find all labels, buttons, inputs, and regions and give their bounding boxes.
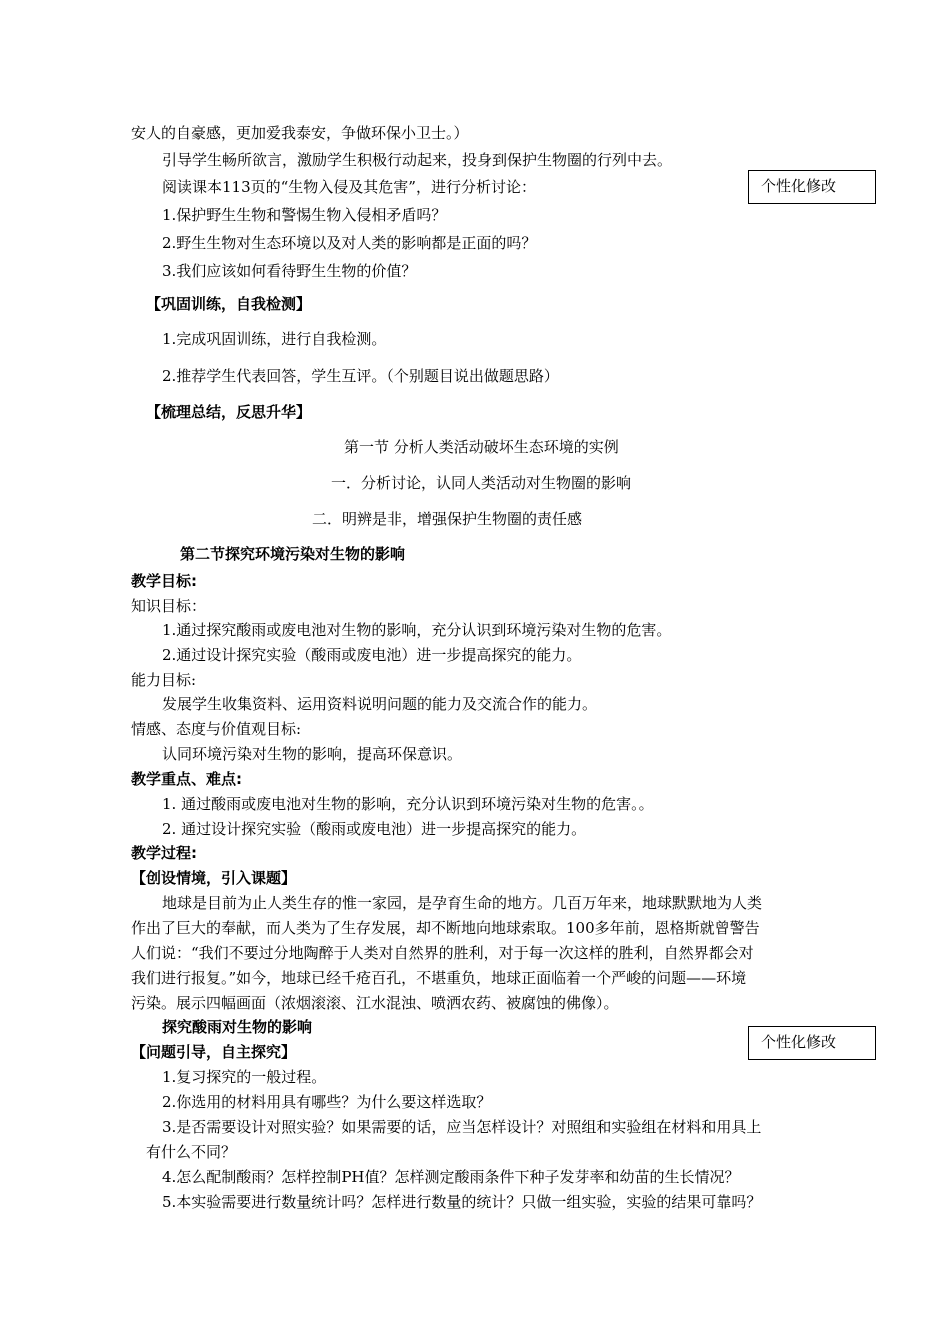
- section-heading: 教学目标:: [131, 572, 197, 590]
- text-line: 安人的自豪感，更加爱我泰安，争做环保小卫士。）: [131, 124, 469, 142]
- paragraph-line: 我们进行报复。”如今，地球已经千疮百孔，不堪重负，地球正面临着一个严峻的问题——环境: [131, 969, 747, 987]
- summary-line: 第一节 分析人类活动破坏生态环境的实例: [344, 438, 619, 456]
- text-line: 3.我们应该如何看待野生生物的价值？: [162, 262, 417, 280]
- lesson-title: 第二节探究环境污染对生物的影响: [180, 545, 406, 563]
- text-line: 引导学生畅所欲言，激励学生积极行动起来，投身到保护生物圈的行列中去。: [162, 151, 673, 169]
- text-line: 2. 通过设计探究实验（酸雨或废电池）进一步提高探究的能力。: [162, 820, 587, 838]
- text-line: 知识目标：: [131, 597, 207, 615]
- subsection-heading: 探究酸雨对生物的影响: [162, 1018, 313, 1036]
- text-line: 1.通过探究酸雨或废电池对生物的影响，充分认识到环境污染对生物的危害。: [162, 621, 672, 639]
- paragraph-line: 人们说：“我们不要过分地陶醉于人类对自然界的胜利，对于每一次这样的胜利，自然界都会对: [131, 944, 754, 962]
- paragraph-line: 作出了巨大的奉献，而人类为了生存发展，却不断地向地球索取。100多年前，恩格斯就曾警告: [131, 919, 760, 937]
- text-line: 1.完成巩固训练，进行自我检测。: [162, 330, 387, 348]
- side-note-box: 个性化修改: [748, 170, 876, 204]
- side-note-box-2: 个性化修改: [748, 1026, 876, 1060]
- text-line: 认同环境污染对生物的影响，提高环保意识。: [162, 745, 463, 763]
- summary-line: 二．明辨是非，增强保护生物圈的责任感: [312, 510, 583, 528]
- text-line: 2.推荐学生代表回答，学生互评。（个别题目说出做题思路）: [162, 367, 559, 385]
- text-line: 能力目标:: [131, 671, 197, 689]
- text-line: 发展学生收集资料、运用资料说明问题的能力及交流合作的能力。: [162, 695, 598, 713]
- text-line: 情感、态度与价值观目标:: [131, 720, 302, 738]
- text-line: 有什么不同？: [146, 1143, 237, 1161]
- text-line: 1.复习探究的一般过程。: [162, 1068, 327, 1086]
- paragraph-line: 地球是目前为止人类生存的惟一家园，是孕育生命的地方。几百万年来，地球默默地为人类: [162, 894, 763, 912]
- text-line: 阅读课本113页的“生物入侵及其危害”，进行分析讨论：: [162, 178, 536, 196]
- text-line: 2.野生生物对生态环境以及对人类的影响都是正面的吗？: [162, 234, 537, 252]
- section-heading: 【巩固训练，自我检测】: [146, 295, 312, 313]
- section-heading: 【创设情境，引入课题】: [131, 869, 297, 887]
- text-line: 3.是否需要设计对照实验？如果需要的话，应当怎样设计？对照组和实验组在材料和用具上: [162, 1118, 762, 1136]
- section-heading: 【梳理总结，反思升华】: [146, 403, 312, 421]
- text-line: 1.保护野生生物和警惕生物入侵相矛盾吗？: [162, 206, 447, 224]
- paragraph-line: 污染。展示四幅画面（浓烟滚滚、江水混浊、喷洒农药、被腐蚀的佛像）。: [131, 994, 619, 1012]
- section-heading: 教学重点、难点:: [131, 770, 242, 788]
- text-line: 2.你选用的材料用具有哪些？为什么要这样选取？: [162, 1093, 492, 1111]
- text-line: 1. 通过酸雨或废电池对生物的影响，充分认识到环境污染对生物的危害。。: [162, 795, 654, 813]
- text-line: 5.本实验需要进行数量统计吗？怎样进行数量的统计？只做一组实验，实验的结果可靠吗？: [162, 1193, 762, 1211]
- text-line: 2.通过设计探究实验（酸雨或废电池）进一步提高探究的能力。: [162, 646, 582, 664]
- section-heading: 【问题引导，自主探究】: [131, 1043, 297, 1061]
- section-heading: 教学过程:: [131, 844, 197, 862]
- summary-line: 一．分析讨论，认同人类活动对生物圈的影响: [331, 474, 632, 492]
- text-line: 4.怎么配制酸雨？怎样控制PH值？怎样测定酸雨条件下种子发芽率和幼苗的生长情况？: [162, 1168, 740, 1186]
